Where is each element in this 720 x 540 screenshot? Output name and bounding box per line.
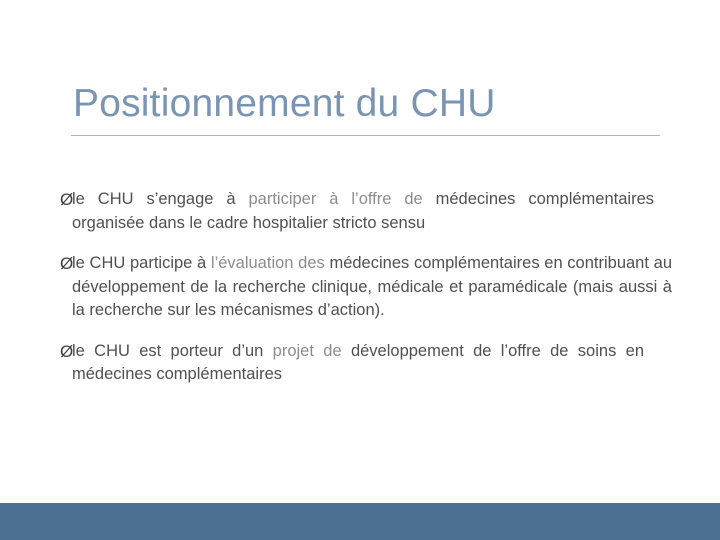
arrow-bullet-icon: Ø [60,190,74,209]
bullet-list [60,188,670,404]
bullet-text [72,188,654,235]
bullet-text-muted: l’évaluation des [210,254,325,272]
bullet-text-muted: projet de [272,341,342,360]
bullet-text-part: le CHU s’engage à [72,190,249,208]
bullet-text [72,252,672,323]
arrow-bullet-icon: Ø [60,341,74,361]
bullet-item [60,188,654,235]
bullet-item [60,252,672,323]
bullet-item [60,340,644,387]
bullet-text-part: développement de l’offre de soins en médecines complémentaires [72,341,644,383]
slide-title: Positionnement du CHU [73,82,496,125]
bullet-text-part: le CHU est porteur d’un [72,341,273,360]
bullet-text-part: médecines complémentaires en contribuant au développement de la recherche clinique, médicale et paramédicale (mais aussi à la recherche sur les mécanismes d’action). [72,254,672,319]
arrow-bullet-icon: Ø [60,254,74,273]
bullet-text-muted: participer à l’offre de [248,190,423,208]
footer-bar [0,503,720,540]
bullet-text-part: le CHU participe à [72,254,211,272]
bullet-text [72,340,644,387]
title-divider [71,135,660,136]
bullet-text-part: médecines complémentaires organisée dans le cadre hospitalier stricto sensu [72,190,654,232]
